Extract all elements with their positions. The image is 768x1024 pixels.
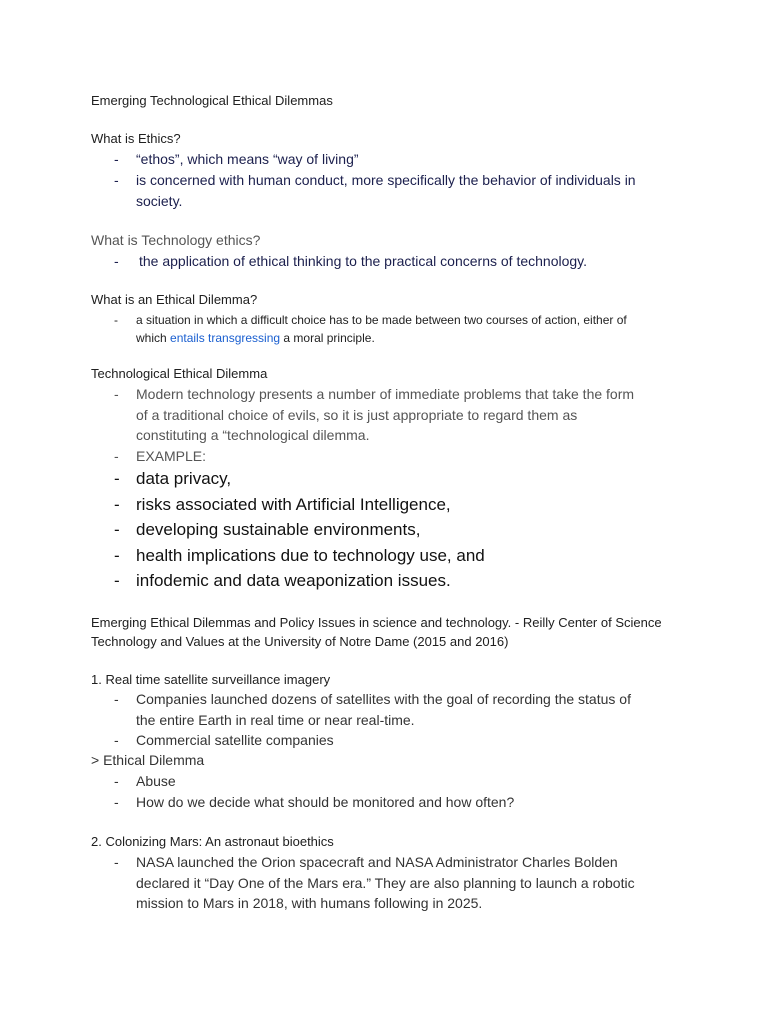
source-citation: Emerging Ethical Dilemmas and Policy Issues in science and technology. - Reilly Center of Science Technology and Values at the University of Notre Dame (2015 and 2016) <box>91 615 662 649</box>
section2-list <box>91 852 646 914</box>
list-item: - the application of ethical thinking to the practical concerns of technology. <box>91 251 641 272</box>
bullet-dash: - <box>114 691 119 707</box>
dilemma-list <box>91 311 646 347</box>
bullet-dash: - <box>114 773 119 789</box>
ethics-list <box>91 149 641 212</box>
section1-sub-list <box>91 771 646 812</box>
bullet-dash: - <box>114 469 120 488</box>
list-item: - a situation in which a difficult choice has to be made between two courses of action, either of which entails transgressing a moral principle. <box>114 313 627 345</box>
list-item: - Abuse <box>91 771 646 792</box>
list-item: - Companies launched dozens of satellites with the goal of recording the status of the entire Earth in real time or near real-time. <box>114 691 631 728</box>
bullet-dash: - <box>114 793 119 810</box>
list-item: - “ethos”, which means “way of living” <box>91 149 641 170</box>
list-item: - data privacy, <box>91 466 646 492</box>
bullet-dash: - <box>114 571 120 590</box>
bullet-dash: - <box>114 151 119 167</box>
list-item: - infodemic and data weaponization issues. <box>91 568 646 594</box>
section1-list <box>91 689 646 751</box>
bullet-dash: - <box>114 313 118 327</box>
bullet-dash: - <box>114 545 120 565</box>
bullet-dash: - <box>114 732 119 748</box>
heading-ethical-dilemma: What is an Ethical Dilemma? <box>91 292 258 307</box>
list-item: - NASA launched the Orion spacecraft and NASA Administrator Charles Bolden declared it “Day One of the Mars era.” They are also planning to launch a robotic mission to Mars in 2018, with humans following in 2025. <box>114 854 635 911</box>
list-item: - health implications due to technology use, and <box>91 543 646 569</box>
list-item: - is concerned with human conduct, more specifically the behavior of individuals in society. <box>114 172 636 209</box>
list-item: - EXAMPLE: <box>91 446 646 467</box>
section1-heading: 1. Real time satellite surveillance imagery <box>91 672 331 687</box>
bullet-dash: - <box>114 520 120 539</box>
bullet-dash: - <box>114 854 119 870</box>
ethical-dilemma-subheading: > Ethical Dilemma <box>91 752 205 768</box>
tech-dilemma-list <box>91 384 646 466</box>
list-item: - developing sustainable environments, <box>91 517 646 543</box>
list-item: - Modern technology presents a number of immediate problems that take the form of a traditional choice of evils, so it is just appropriate to regard them as constituting a “technological dilemma. <box>114 386 635 443</box>
examples-list <box>91 466 646 594</box>
bullet-dash: - <box>114 447 119 464</box>
list-item: - How do we decide what should be monitored and how often? <box>91 792 646 813</box>
list-item: - Commercial satellite companies <box>91 730 646 751</box>
heading-what-is-ethics: What is Ethics? <box>91 131 181 146</box>
bullet-dash: - <box>114 253 119 269</box>
heading-technological-ethical-dilemma: Technological Ethical Dilemma <box>91 366 268 381</box>
list-item: - risks associated with Artificial Intelligence, <box>91 492 646 518</box>
tech-ethics-list <box>91 251 641 272</box>
heading-technology-ethics: What is Technology ethics? <box>91 232 261 248</box>
section2-heading: 2. Colonizing Mars: An astronaut bioethics <box>91 834 334 849</box>
document-title: Emerging Technological Ethical Dilemmas <box>91 93 333 108</box>
bullet-dash: - <box>114 386 119 402</box>
bullet-dash: - <box>114 494 120 514</box>
bullet-dash: - <box>114 172 119 188</box>
entails-transgressing-link[interactable]: entails transgressing <box>170 331 281 345</box>
